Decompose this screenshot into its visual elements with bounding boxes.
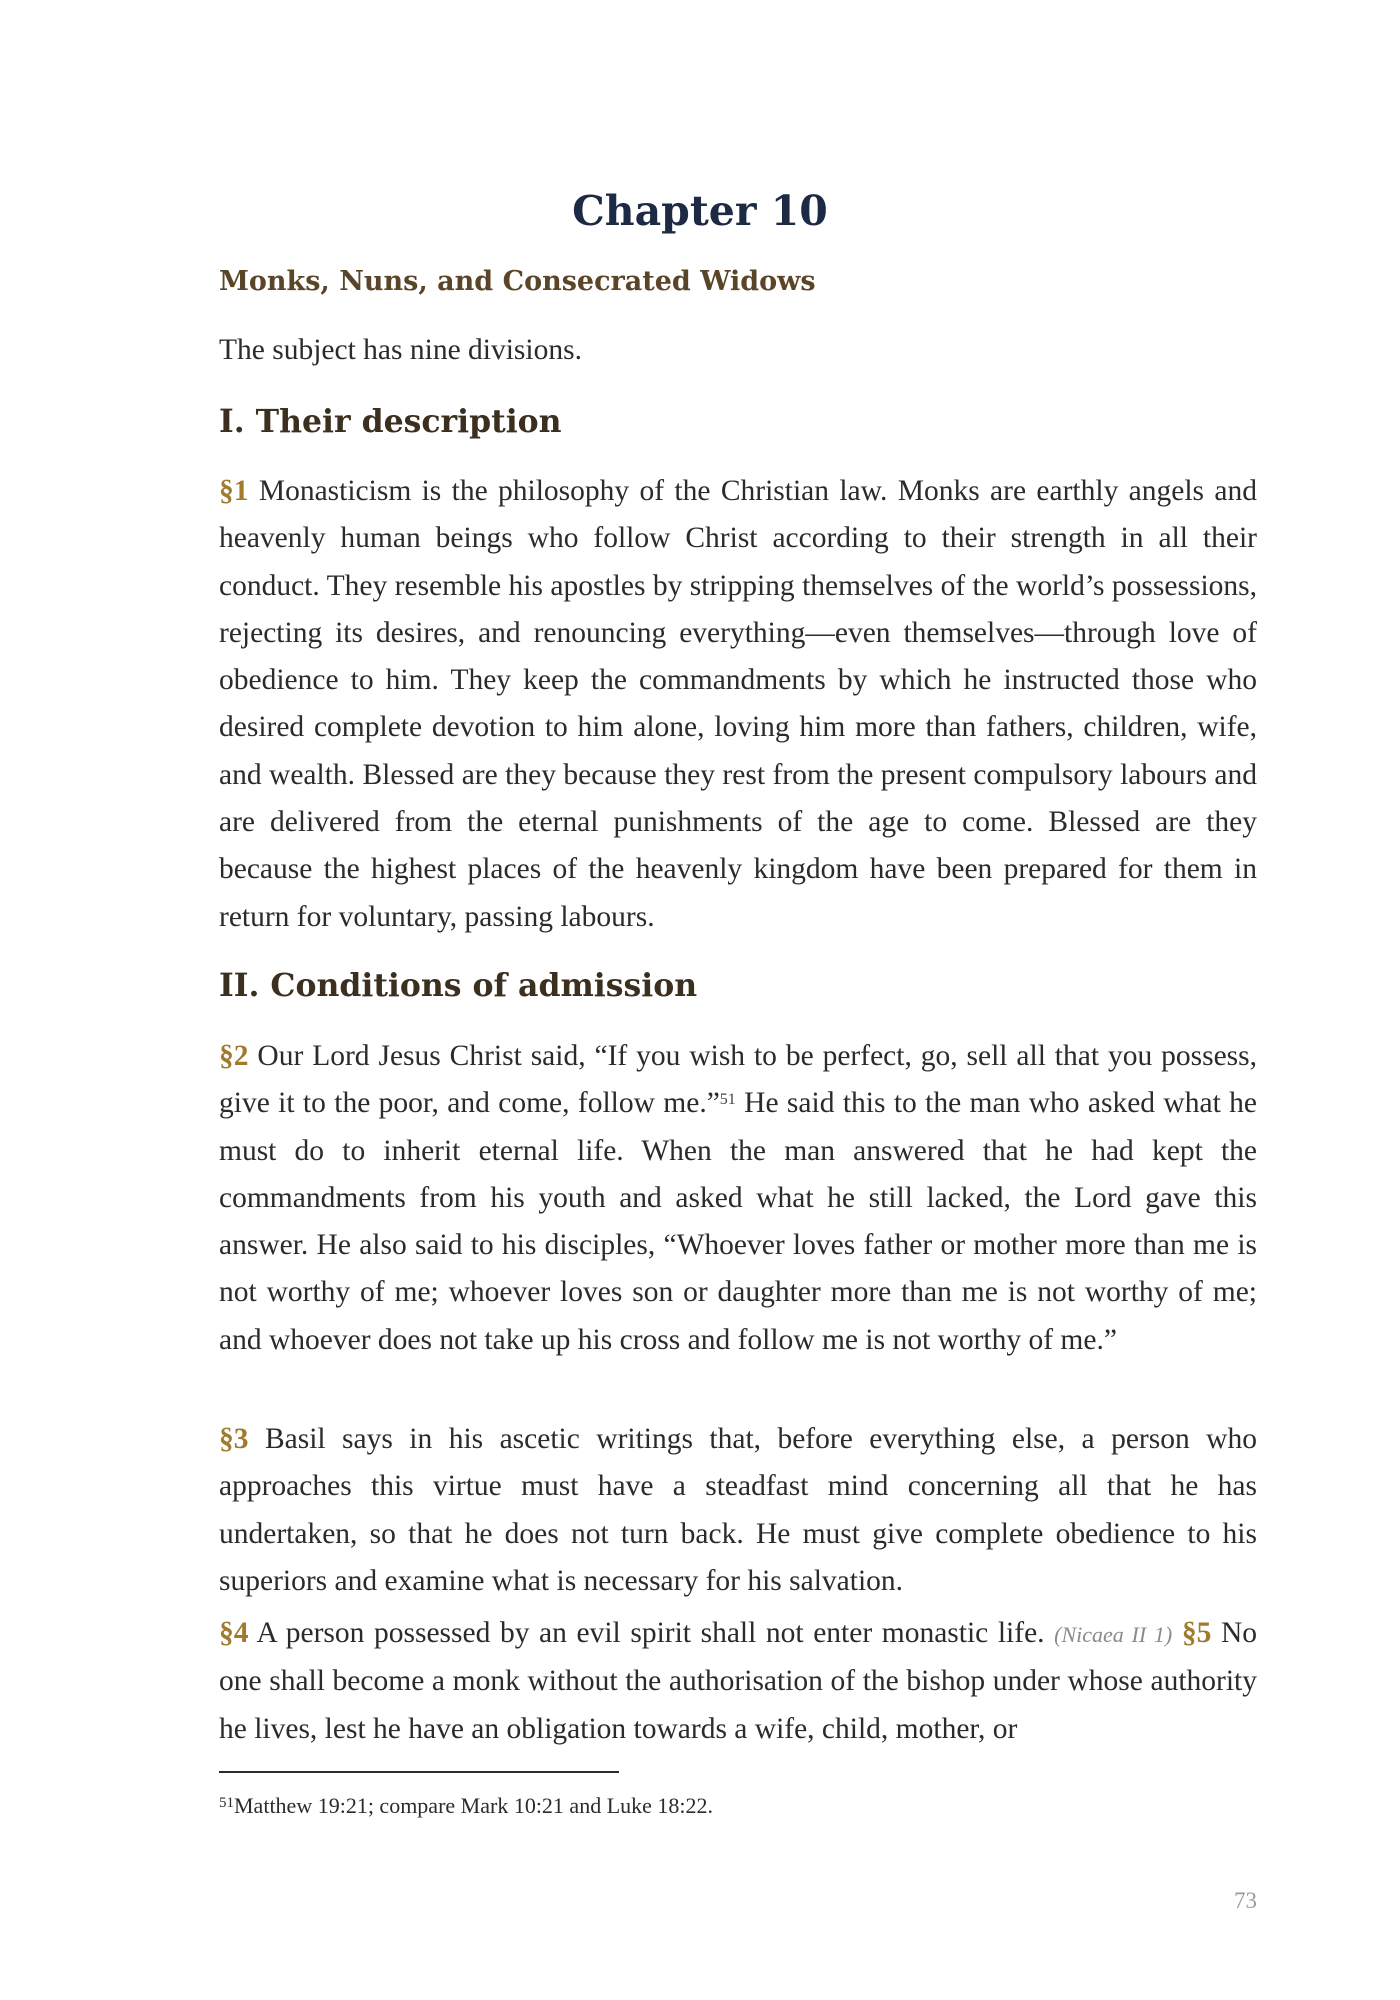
section-marker: §3	[219, 1423, 249, 1455]
paragraph-text: No one shall become a monk without the authorisation of the bishop under whose authority he lives, lest he have an obligation towards a wife, child, mother, or	[219, 1617, 1257, 1745]
section-marker: §4	[219, 1617, 249, 1649]
footnote-text: Matthew 19:21; compare Mark 10:21 and Luke 18:22.	[234, 1793, 714, 1818]
section-marker: §2	[219, 1040, 249, 1072]
footnote	[219, 1790, 1257, 1822]
chapter-title: Chapter 10	[572, 187, 828, 235]
chapter-intro: The subject has nine divisions.	[219, 334, 582, 366]
section-heading-description: I. Their description	[219, 403, 562, 440]
paragraph-4	[219, 1610, 1257, 1753]
section-marker: §1	[219, 475, 249, 507]
paragraph-text: He said this to the man who asked what he must do to inherit eternal life. When the man answered that he had kept the commandments from his youth and asked what he still lacked, the Lord gave this answer. He also said to his disciples, “Whoever loves father or mother more than me is not worthy of me; whoever loves son or daughter more than me is not worthy of me; and whoever does not take up his cross and follow me is not worthy of me.”	[219, 1087, 1257, 1356]
paragraph-2	[219, 1033, 1257, 1364]
paragraph-3	[219, 1416, 1257, 1605]
page-number: 73	[1234, 1888, 1257, 1913]
section-heading-admission: II. Conditions of admission	[219, 967, 698, 1004]
section-marker: §5	[1181, 1617, 1212, 1649]
paragraph-1	[219, 468, 1257, 941]
paragraph-text: A person possessed by an evil spirit shall not enter monastic life.	[248, 1617, 1055, 1649]
paragraph-text: Monasticism is the philosophy of the Christian law. Monks are earthly angels and heavenly human beings who follow Christ according to their strength in all their conduct. They resemble his apostles by stripping themselves of the world’s possessions, rejecting its desires, and renouncing everything—even themselves—through love of obedience to him. They keep the commandments by which he instructed those who desired complete devotion to him alone, loving him more than fathers, children, wife, and wealth. Blessed are they because they rest from the present compulsory labours and are delivered from the eternal punishments of the age to come. Blessed are they because the highest places of the heavenly kingdom have been prepared for them in return for voluntary, passing labours.	[219, 475, 1257, 933]
chapter-subtitle: Monks, Nuns, and Consecrated Widows	[219, 266, 816, 297]
paragraph-text: Basil says in his ascetic writings that, before everything else, a person who approaches this virtue must have a steadfast mind concerning all that he has undertaken, so that he does not turn back. He must give complete obedience to his superiors and examine what is necessary for his salvation.	[219, 1423, 1257, 1597]
paragraph-text: Our Lord Jesus Christ said, “If you wish to be perfect, go, sell all that you possess, give it to the poor, and come, follow me.”	[219, 1040, 1257, 1120]
footnote-number: 51	[219, 1795, 234, 1811]
canon-citation: (Nicaea II 1)	[1054, 1622, 1173, 1647]
footnote-reference[interactable]: 51	[719, 1091, 736, 1109]
footnote-divider	[219, 1771, 619, 1773]
